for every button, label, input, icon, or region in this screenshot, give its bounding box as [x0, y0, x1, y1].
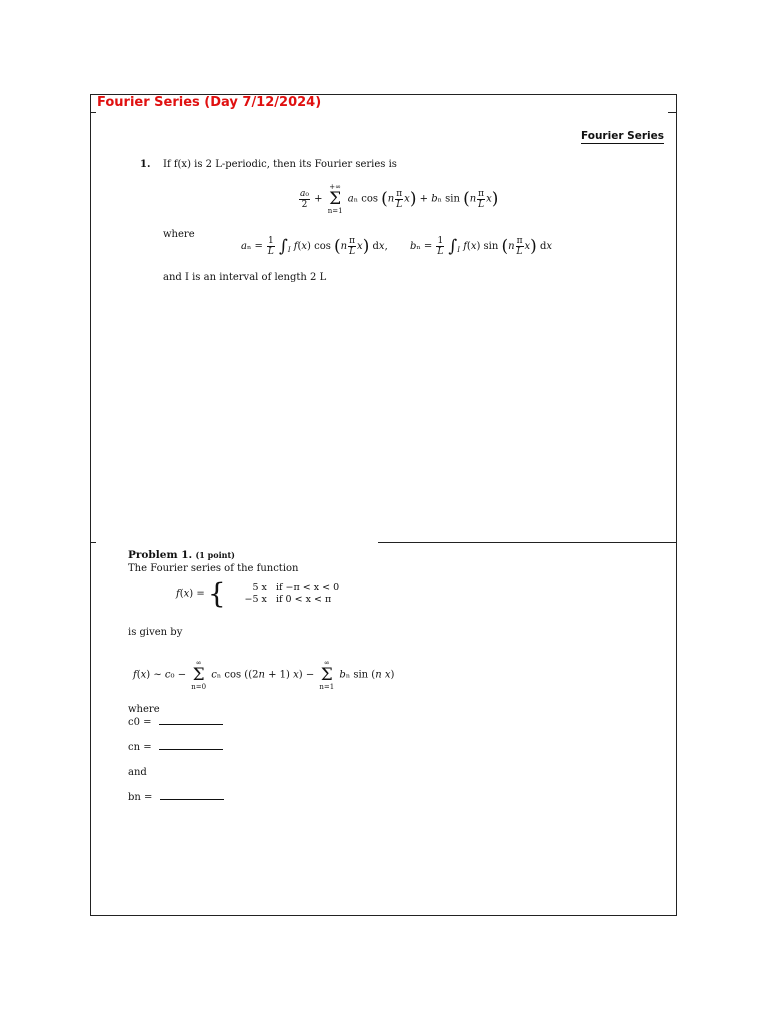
bn-formula: bₙ = $\frac{1}{L}$ $\int_I$ f(x) sin (n $\frac{\pi}{L}$ x) dx: [410, 236, 553, 257]
item1-closing: and I is an interval of length 2 L: [163, 272, 327, 283]
series-formula: $\frac{\text{a₀}}{2}$ + +∞ Σ n=1 aₙ cos (n $\frac{\pi}{L}$ x) + bₙ sin (n $\frac{\pi}{L}$ x): [300, 183, 499, 215]
divider-tick: [90, 112, 96, 113]
c0-answer-row: c0 =: [128, 716, 223, 729]
piecewise-function: f(x) = { 5 x if −π < x < 0 −5 x if 0 < x < π: [176, 577, 340, 610]
bn-answer-field[interactable]: [160, 799, 224, 800]
where-label-2: where: [128, 704, 160, 715]
c0-answer-field[interactable]: [159, 724, 223, 725]
case-2: −5 x if 0 < x < π: [244, 594, 332, 605]
an-formula: aₙ = $\frac{1}{L}$ $\int_I$ f(x) cos (n $\frac{\pi}{L}$ x) dx,: [241, 236, 388, 257]
bn-answer-row: bn =: [128, 791, 224, 804]
page-heading: Fourier Series (Day 7/12/2024): [97, 95, 322, 110]
and-label: and: [128, 767, 147, 778]
divider-tick: [90, 542, 96, 543]
divider-line: [378, 542, 677, 543]
item1-number: 1.: [140, 159, 151, 170]
where-label-1: where: [163, 229, 195, 240]
problem-title: Problem 1. (1 point): [128, 549, 235, 561]
problem-series: f(x) ∼ c₀ − ∞ Σ n=0 cₙ cos ((2n + 1) x) − ∞ Σ n=1 bₙ sin (n x): [133, 659, 395, 691]
case-1: 5 x if −π < x < 0: [252, 582, 340, 593]
cn-answer-row: cn =: [128, 741, 223, 754]
section-title: Fourier Series: [581, 130, 665, 142]
cn-answer-field[interactable]: [159, 749, 223, 750]
given-by-label: is given by: [128, 627, 183, 638]
item1-intro: If f(x) is 2 L-periodic, then its Fourier series is: [163, 159, 397, 170]
divider-tick: [668, 112, 677, 113]
problem-intro: The Fourier series of the function: [128, 563, 299, 574]
